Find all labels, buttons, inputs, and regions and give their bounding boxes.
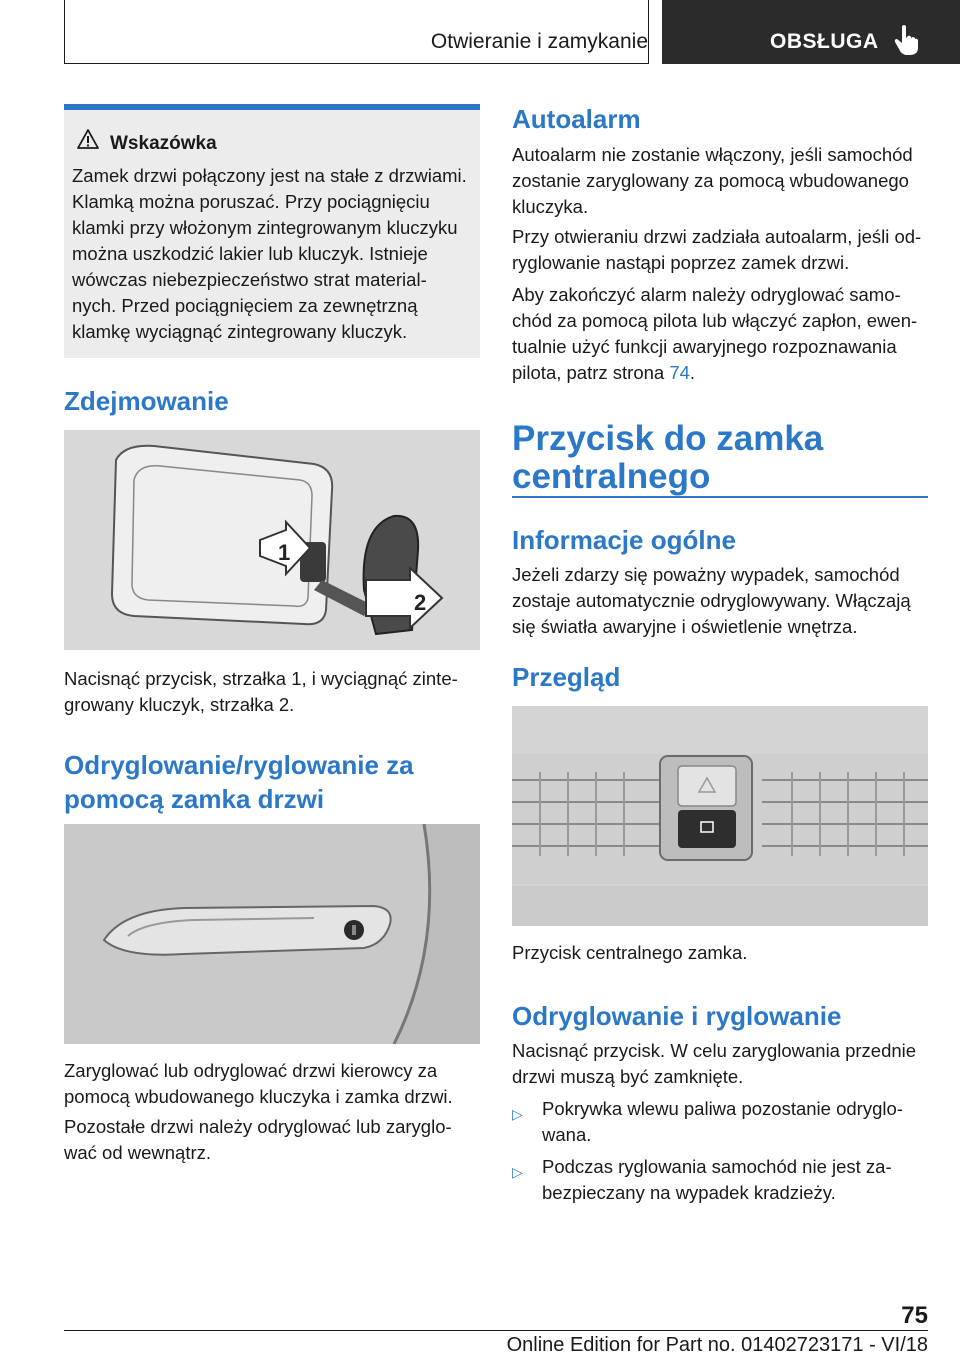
autoalarm-text-2 xyxy=(512,224,928,276)
heading-przeglad: Przegląd xyxy=(512,662,621,692)
heading-line: Przycisk do zamka xyxy=(512,419,824,458)
note-line: wówczas niebezpieczeństwo strat material‐ xyxy=(72,269,427,290)
text-line: Nacisnąć przycisk, strzałka 1, i wyciągnąć zinte‐ xyxy=(64,668,458,689)
przeglad-caption: Przycisk centralnego zamka. xyxy=(512,942,748,963)
text-line: zostaje automatycznie odryglowywany. Włączają xyxy=(512,590,911,611)
note-line: Zamek drzwi połączony jest na stałe z drzwiami. xyxy=(72,165,467,186)
page-link-74[interactable]: 74 xyxy=(669,362,690,383)
text-line: Jeżeli zdarzy się poważny wypadek, samochód xyxy=(512,564,900,585)
heading-przycisk-zamka xyxy=(512,420,823,496)
bullet-item xyxy=(512,1096,928,1148)
text-line: ryglowanie nastąpi poprzez zamek drzwi. xyxy=(512,252,850,273)
page-number: 75 xyxy=(901,1302,928,1329)
hand-pointer-icon xyxy=(894,24,920,56)
heading-line: centralnego xyxy=(512,457,711,496)
text-line: Pokrywka wlewu paliwa pozostanie odryglo‐ xyxy=(542,1098,903,1119)
text-line: Autoalarm nie zostanie włączony, jeśli samochód xyxy=(512,144,913,165)
text-line: Przy otwieraniu drzwi zadziała autoalarm, jeśli od‐ xyxy=(512,226,922,247)
text-line: Pozostałe drzwi należy odryglować lub zaryglo‐ xyxy=(64,1116,452,1137)
text-line: Zaryglować lub odryglować drzwi kierowcy za xyxy=(64,1060,438,1081)
triangle-bullet-icon: ▷ xyxy=(512,1106,523,1122)
text-line: growany kluczyk, strzałka 2. xyxy=(64,694,295,715)
note-body xyxy=(72,163,477,345)
key-removal-illustration xyxy=(64,430,480,650)
autoalarm-text-3 xyxy=(512,282,932,386)
text-line: kluczyka. xyxy=(512,196,589,217)
text-line: chód za pomocą pilota lub włączyć zapłon, ewen‐ xyxy=(512,310,918,331)
zdejmowanie-text xyxy=(64,666,480,718)
door-handle-illustration xyxy=(64,824,480,1044)
warning-triangle-icon xyxy=(76,128,100,150)
heading-autoalarm: Autoalarm xyxy=(512,104,641,134)
text-line: zostanie zaryglowany za pomocą wbudowanego xyxy=(512,170,909,191)
central-lock-figure xyxy=(512,706,928,926)
note-line: Klamką można poruszać. Przy pociągnięciu xyxy=(72,191,430,212)
heading-odryglowanie-ryglowanie: Odryglowanie i ryglowanie xyxy=(512,1001,842,1031)
odryglowanie-text-2 xyxy=(64,1114,480,1166)
heading-rule xyxy=(512,496,928,498)
header-tab-label: OBSŁUGA xyxy=(770,30,879,53)
note-line: klamki przy włożonym zintegrowanym kluczyku xyxy=(72,217,458,238)
text-line: tualnie użyć funkcji awaryjnego rozpoznawania xyxy=(512,336,897,357)
text-line: drzwi muszą być zamknięte. xyxy=(512,1066,744,1087)
arrow-label-1: 1 xyxy=(278,540,291,565)
text-line: Nacisnąć przycisk. W celu zaryglowania przednie xyxy=(512,1040,917,1061)
triangle-bullet-icon: ▷ xyxy=(512,1164,523,1180)
text-line: Podczas ryglowania samochód nie jest za‐ xyxy=(542,1156,892,1177)
text-line: wać od wewnątrz. xyxy=(64,1142,212,1163)
informacje-text xyxy=(512,562,928,640)
footer-rule xyxy=(64,1330,928,1331)
text-line: wana. xyxy=(542,1124,592,1145)
key-removal-figure xyxy=(64,430,480,650)
text-line xyxy=(512,360,932,386)
heading-odryglowanie-zamek xyxy=(64,748,414,816)
bullet-item xyxy=(512,1154,928,1206)
header-section-title: Otwieranie i zamykanie xyxy=(430,30,648,53)
text-line: pomocą wbudowanego kluczyka i zamka drzwi. xyxy=(64,1086,453,1107)
text-line: się światła awaryjne i oświetlenie wnętrza. xyxy=(512,616,858,637)
footer-edition: Online Edition for Part no. 01402723171 - VI/18 xyxy=(506,1334,928,1356)
heading-zdejmowanie: Zdejmowanie xyxy=(64,386,229,416)
note-title: Wskazówka xyxy=(110,133,217,154)
central-lock-illustration xyxy=(512,706,928,926)
note-line: klamkę wyciągnąć zintegrowany kluczyk. xyxy=(72,321,408,342)
text-span: pilota, patrz strona xyxy=(512,362,670,383)
text-line: Aby zakończyć alarm należy odryglować samo‐ xyxy=(512,284,901,305)
heading-informacje: Informacje ogólne xyxy=(512,525,736,555)
text-span: . xyxy=(689,362,696,383)
arrow-label-2: 2 xyxy=(414,590,427,615)
note-line: nych. Przed pociągnięciem za zewnętrzną xyxy=(72,295,418,316)
heading-line: Odryglowanie/ryglowanie za xyxy=(64,750,414,780)
heading-line: pomocą zamka drzwi xyxy=(64,784,325,814)
text-line: bezpieczany na wypadek kradzieży. xyxy=(542,1182,836,1203)
autoalarm-text-1 xyxy=(512,142,928,220)
note-line: można uszkodzić lakier lub kluczyk. Istnieje xyxy=(72,243,428,264)
odryglowanie-text-1 xyxy=(64,1058,480,1110)
odr-text xyxy=(512,1038,928,1090)
door-handle-figure xyxy=(64,824,480,1044)
